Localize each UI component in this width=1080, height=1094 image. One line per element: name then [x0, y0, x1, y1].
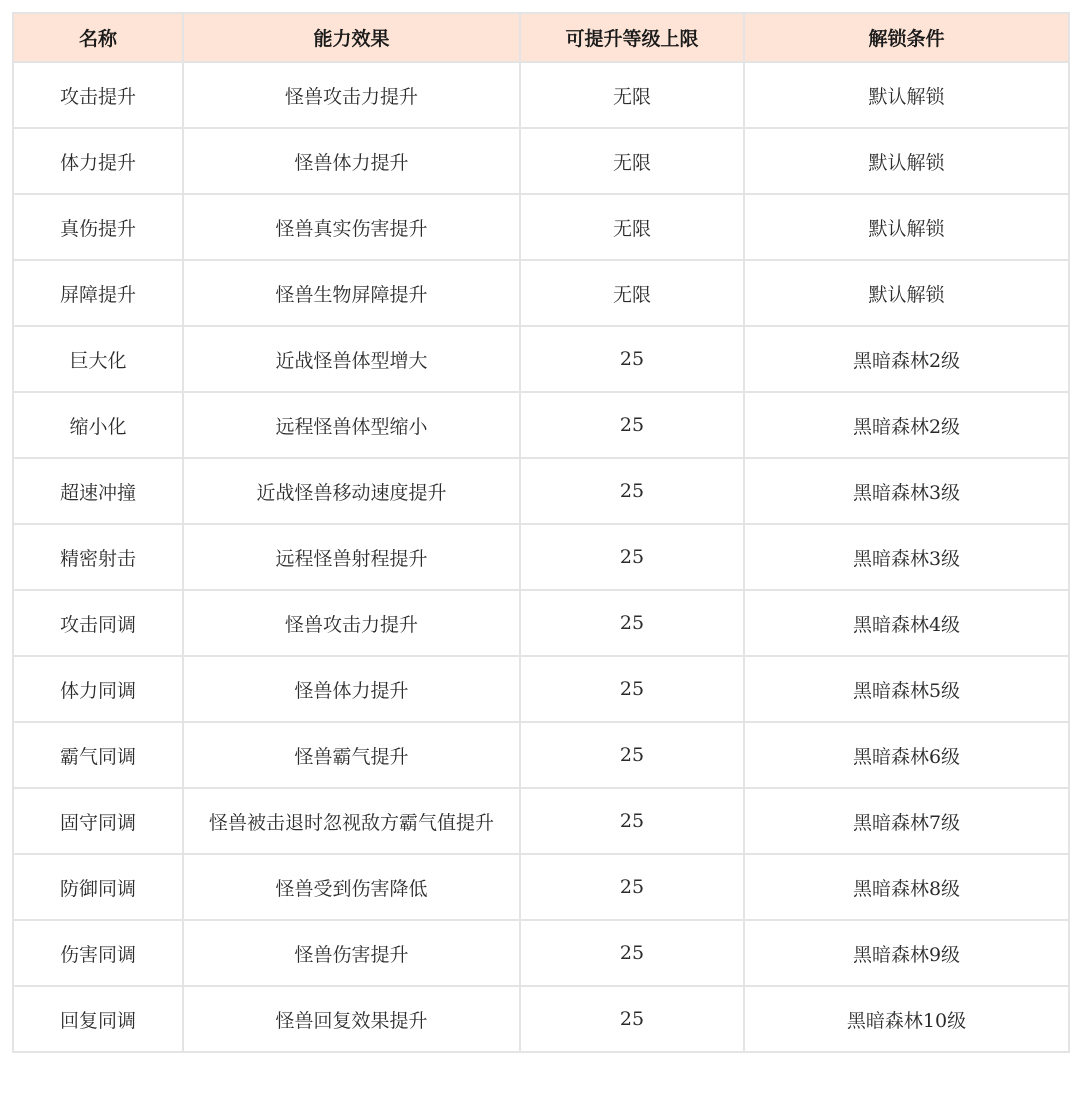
cell-name: 巨大化 — [13, 326, 183, 392]
table-row — [13, 656, 1069, 722]
cell-unlock-condition: 黑暗森林9级 — [744, 920, 1069, 986]
cell-level-cap: 25 — [520, 854, 744, 920]
cell-effect: 怪兽攻击力提升 — [183, 590, 520, 656]
cell-name: 体力同调 — [13, 656, 183, 722]
cell-level-cap: 25 — [520, 986, 744, 1052]
cell-effect: 怪兽伤害提升 — [183, 920, 520, 986]
cell-name: 回复同调 — [13, 986, 183, 1052]
cell-name: 缩小化 — [13, 392, 183, 458]
cell-unlock-condition: 默认解锁 — [744, 260, 1069, 326]
cell-name: 超速冲撞 — [13, 458, 183, 524]
cell-name: 伤害同调 — [13, 920, 183, 986]
cell-name: 精密射击 — [13, 524, 183, 590]
table-row — [13, 986, 1069, 1052]
table-row — [13, 260, 1069, 326]
table-row — [13, 590, 1069, 656]
cell-unlock-condition: 默认解锁 — [744, 62, 1069, 128]
cell-unlock-condition: 黑暗森林6级 — [744, 722, 1069, 788]
cell-unlock-condition: 默认解锁 — [744, 194, 1069, 260]
cell-effect: 近战怪兽体型增大 — [183, 326, 520, 392]
cell-name: 攻击同调 — [13, 590, 183, 656]
cell-level-cap: 25 — [520, 788, 744, 854]
cell-effect: 远程怪兽射程提升 — [183, 524, 520, 590]
cell-unlock-condition: 黑暗森林3级 — [744, 458, 1069, 524]
table-header — [13, 13, 1069, 62]
cell-name: 真伤提升 — [13, 194, 183, 260]
cell-effect: 怪兽体力提升 — [183, 128, 520, 194]
cell-unlock-condition: 黑暗森林8级 — [744, 854, 1069, 920]
cell-name: 攻击提升 — [13, 62, 183, 128]
table-row — [13, 788, 1069, 854]
cell-effect: 怪兽真实伤害提升 — [183, 194, 520, 260]
cell-unlock-condition: 默认解锁 — [744, 128, 1069, 194]
cell-level-cap: 无限 — [520, 128, 744, 194]
table-row — [13, 458, 1069, 524]
table-row — [13, 524, 1069, 590]
header-name: 名称 — [13, 13, 183, 62]
cell-level-cap: 25 — [520, 392, 744, 458]
cell-unlock-condition: 黑暗森林10级 — [744, 986, 1069, 1052]
header-effect: 能力效果 — [183, 13, 520, 62]
table-row — [13, 194, 1069, 260]
cell-level-cap: 25 — [520, 590, 744, 656]
table-row — [13, 128, 1069, 194]
cell-unlock-condition: 黑暗森林2级 — [744, 392, 1069, 458]
cell-unlock-condition: 黑暗森林3级 — [744, 524, 1069, 590]
cell-effect: 怪兽回复效果提升 — [183, 986, 520, 1052]
cell-unlock-condition: 黑暗森林4级 — [744, 590, 1069, 656]
table-row — [13, 722, 1069, 788]
header-row — [13, 13, 1069, 62]
cell-effect: 怪兽生物屏障提升 — [183, 260, 520, 326]
header-unlock-condition: 解锁条件 — [744, 13, 1069, 62]
table-row — [13, 854, 1069, 920]
table-row — [13, 920, 1069, 986]
cell-effect: 怪兽被击退时忽视敌方霸气值提升 — [183, 788, 520, 854]
cell-level-cap: 25 — [520, 326, 744, 392]
cell-level-cap: 25 — [520, 458, 744, 524]
cell-effect: 怪兽攻击力提升 — [183, 62, 520, 128]
cell-effect: 远程怪兽体型缩小 — [183, 392, 520, 458]
cell-level-cap: 25 — [520, 722, 744, 788]
table-body — [13, 62, 1069, 1052]
cell-level-cap: 25 — [520, 524, 744, 590]
cell-name: 屏障提升 — [13, 260, 183, 326]
cell-level-cap: 无限 — [520, 260, 744, 326]
cell-name: 防御同调 — [13, 854, 183, 920]
cell-name: 固守同调 — [13, 788, 183, 854]
cell-effect: 近战怪兽移动速度提升 — [183, 458, 520, 524]
cell-effect: 怪兽霸气提升 — [183, 722, 520, 788]
cell-effect: 怪兽受到伤害降低 — [183, 854, 520, 920]
cell-level-cap: 无限 — [520, 194, 744, 260]
ability-table-container — [12, 12, 1068, 1053]
table-row — [13, 392, 1069, 458]
cell-level-cap: 25 — [520, 656, 744, 722]
cell-name: 体力提升 — [13, 128, 183, 194]
cell-effect: 怪兽体力提升 — [183, 656, 520, 722]
cell-level-cap: 25 — [520, 920, 744, 986]
cell-unlock-condition: 黑暗森林7级 — [744, 788, 1069, 854]
cell-name: 霸气同调 — [13, 722, 183, 788]
table-row — [13, 326, 1069, 392]
cell-unlock-condition: 黑暗森林5级 — [744, 656, 1069, 722]
cell-unlock-condition: 黑暗森林2级 — [744, 326, 1069, 392]
header-level-cap: 可提升等级上限 — [520, 13, 744, 62]
cell-level-cap: 无限 — [520, 62, 744, 128]
ability-table — [12, 12, 1070, 1053]
table-row — [13, 62, 1069, 128]
